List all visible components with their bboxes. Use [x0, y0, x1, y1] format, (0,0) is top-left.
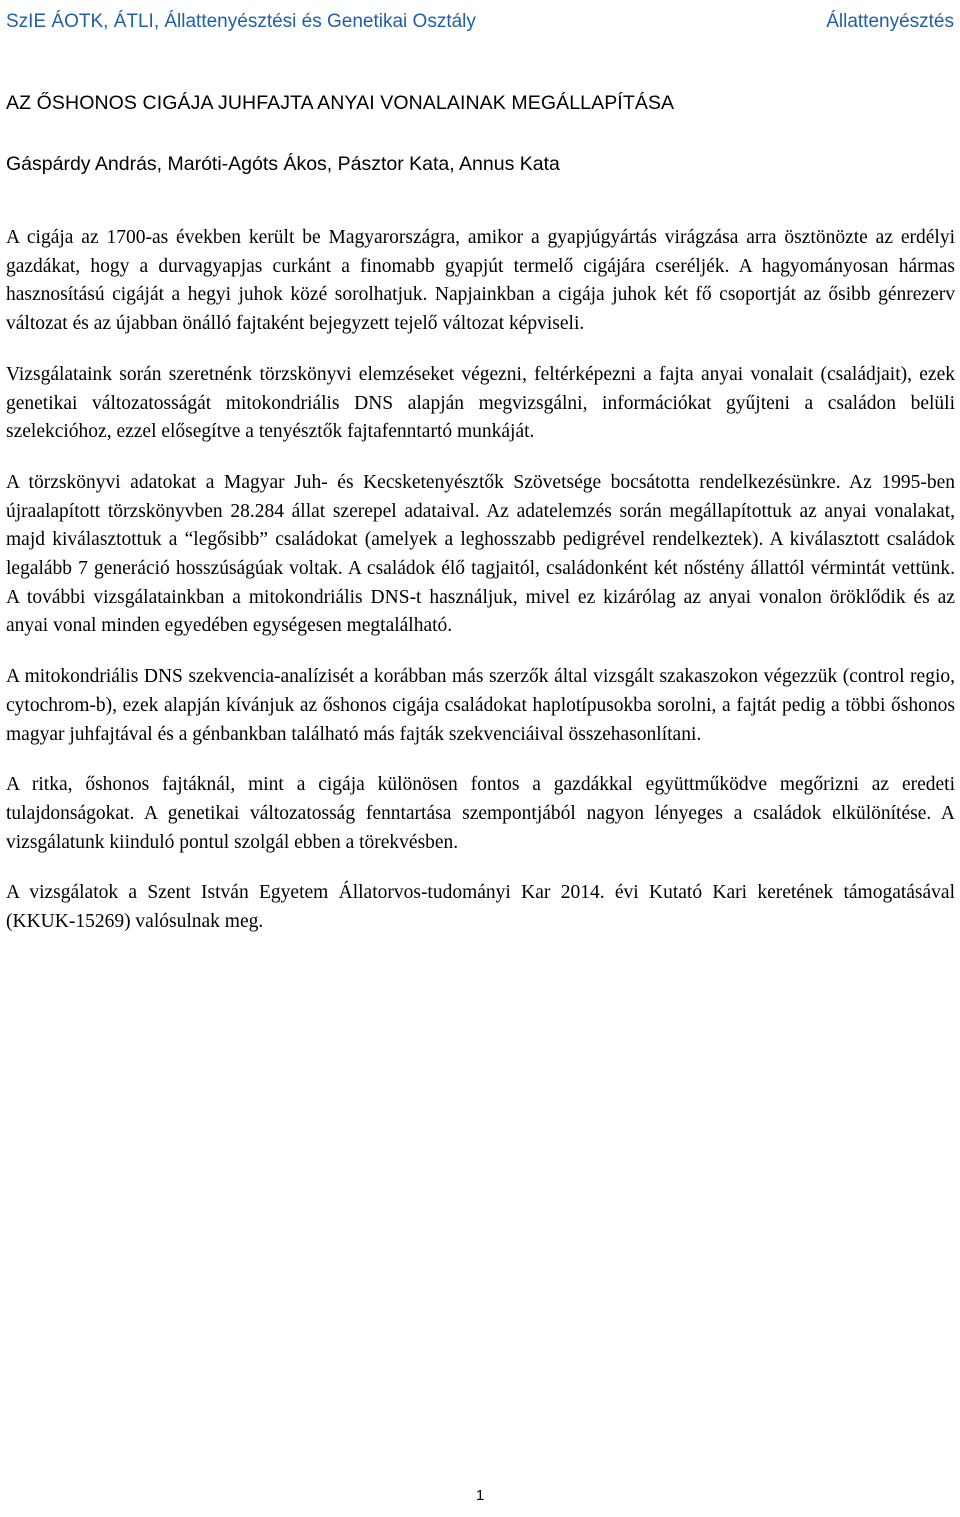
author-list: Gáspárdy András, Maróti-Agóts Ákos, Pásztor Kata, Annus Kata — [6, 153, 560, 175]
header-institution: SzIE ÁOTK, ÁTLI, Állattenyésztési és Genetikai Osztály — [6, 11, 476, 32]
page-number: 1 — [475, 1487, 485, 1504]
paragraph-significance: A ritka, őshonos fajtáknál, mint a cigája különösen fontos a gazdákkal együttműködve megőrizni az eredeti tulajdonságokat. A genetikai változatosság fenntartása szempontjából nagyon lényeges a családok elkülönítése. A vizsgálatunk kiinduló pontul szolgál ebben a törekvésben. — [6, 774, 955, 853]
paragraph-intro: A cigája az 1700-as években került be Magyarországra, amikor a gyapjúgyártás virágzása arra ösztönözte az erdélyi gazdákat, hogy a durvagyapjas curkánt a finomabb gyapjút termelő cigájára cseréljék. A hagyományosan hármas hasznosítású cigáját a hegyi juhok közé sorolhatjuk. Napjainkban a cigája juhok két fő csoportját az ősibb génrezerv változat és az újabban önálló fajtaként bejegyzett tejelő változat képviseli. — [6, 227, 955, 335]
body-text — [6, 224, 955, 959]
header-section: Állattenyésztés — [826, 11, 954, 32]
paragraph-data: A törzskönyvi adatokat a Magyar Juh- és Kecsketenyésztők Szövetsége bocsátotta rendelkezésünkre. Az 1995-ben újraalapított törzskönyvben 28.284 állat szerepel adataival. Az adatelemzés során megállapítottuk az anyai vonalakat, majd kiválasztottuk a “legősibb” családokat (amelyek a leghosszabb pedigrével rendelkeztek). A kiválasztott családok legalább 7 generáció hosszúságúak voltak. A családok élő tagjaitól, családonként két nőstény állattól vérmintát vettünk. A további vizsgálatainkban a mitokondriális DNS-t használjuk, mivel ez kizárólag az anyai vonalon öröklődik és az anyai vonal minden egyedében egységesen megtalálható. — [6, 471, 955, 637]
paragraph-methods: A mitokondriális DNS szekvencia-analízisét a korábban más szerzők által vizsgált szakaszokon végezzük (control regio, cytochrom-b), ezek alapján kívánjuk az őshonos cigája családokat haplotípusokba sorolni, a fajtát pedig a többi őshonos magyar juhfajtával és a génbankban található más fajták szekvenciáival összehasonlítani. — [6, 666, 955, 745]
page-header — [6, 4, 954, 40]
paragraph-aims: Vizsgálataink során szeretnénk törzskönyvi elemzéseket végezni, feltérképezni a fajta anyai vonalait (családjait), ezek genetikai változatosságát mitokondriális DNS alapján megvizsgálni, információkat gyűjteni a családon belüli szelekcióhoz, ezzel elősegítve a tenyésztők fajtafenntartó munkáját. — [6, 363, 955, 443]
document-title: AZ ŐSHONOS CIGÁJA JUHFAJTA ANYAI VONALAINAK MEGÁLLAPÍTÁSA — [6, 92, 675, 114]
paragraph-funding: A vizsgálatok a Szent István Egyetem Állatorvos-tudományi Kar 2014. évi Kutató Kari keretének támogatásával (KKUK-15269) valósulnak meg. — [6, 882, 955, 933]
